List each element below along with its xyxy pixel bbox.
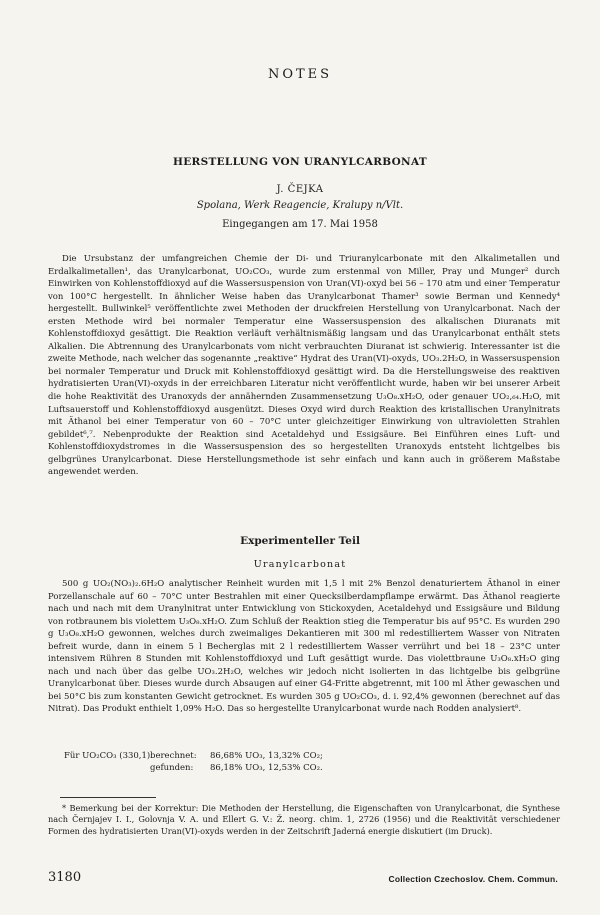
analysis-compound: Für UO₂CO₃ (330,1) bbox=[64, 751, 151, 761]
analysis-found-label: gefunden: bbox=[150, 763, 194, 773]
intro-text: Die Ursubstanz der umfangreichen Chemie der Di- und Triuranylcarbonate mit den Alkalimetallen und Erdalkalimetallen¹, das Uranylcarbonat, UO₂CO₃, wurde zum erstenmal von Miller, Pray und Munger² durch Einwirken von Kohlenstoffdioxyd auf die Wassersuspension von Uran(VI)-oxyd bei 56 – 170 atm und einer Temperatur von 100°C hergestellt. In ähnlicher Weise haben das Uranylcarbonat Thamer³ sowie Berman und Kennedy⁴ hergestellt. Bullwinkel⁵ veröffentlichte zwei Methoden der druckfreien Herstellung von Uranylcarbonat. Nach der ersten Methode wird bei normaler Temperatur eine Wassersuspension des alkalischen Diuranats mit Kohlenstoffdioxyd gesättigt. Die Reaktion verläuft verhältnismäßig langsam und das Uranylcarbonat enthält stets Alkalien. Die Abtrennung des Uranylcarbonats vom nicht verbrauchten Diuranat ist schwierig. Interessanter ist die zweite Methode, nach welcher das sogenannte „reaktive“ Hydrat des Uran(VI)-oxyds, UO₃.2H₂O, in Wassersuspension bei normaler Temperatur und Druck mit Kohlenstoffdioxyd gesättigt wird. Da die Herstellungsweise des reaktiven hydratisierten Uran(VI)-oxyds in der erreichbaren Literatur nicht veröffentlicht wurde, haben wir bei unserer Arbeit die hohe Reaktivität des Uranoxyds der annähernden Zusammensetzung U₃O₈.xH₂O, oder genauer UO₂,₆₄.H₂O, mit Luftsauerstoff und Kohlenstoffdioxyd ausgenützt. Dieses Oxyd wird durch Reaktion des kristallischen Uranylnitrats mit Äthanol bei einer Temperatur von 60 – 70°C unter gleichzeitiger Einwirkung von ultravioletten Strahlen gebildet⁶,⁷. Nebenprodukte der Reaktion sind Acetaldehyd und Essigsäure. Bei Einführen eines Luft- und Kohlenstoffdioxydstromes in die Wassersuspension des so hergestellten Uranoxyds entsteht lichtgelbes bis gelbgrünes Uranylcarbonat. Diese Herstellungsmethode ist sehr einfach und kann auch in größerem Maßstabe angewendet werden. bbox=[48, 254, 560, 478]
author: J. ČEJKA bbox=[276, 184, 324, 195]
analysis-found-values: 86,18% UO₃, 12,53% CO₂. bbox=[210, 763, 323, 773]
analysis-block bbox=[64, 750, 323, 774]
page-number: 3180 bbox=[48, 870, 82, 885]
journal-name: Collection Czechoslov. Chem. Commun. bbox=[388, 874, 558, 884]
analysis-row-found bbox=[64, 762, 323, 774]
analysis-spacer bbox=[64, 762, 150, 774]
footnote-text: * Bemerkung bei der Korrektur: Die Methoden der Herstellung, die Eigenschaften von Uranylcarbonat, die Synthese nach Černjajev I. I., Golovnja V. A. und Ellert G. V.: Ž. neorg. chim. 1, 2726 (1956) und die Reaktivität verschiedener Formen des hydratisierten Uran(VI)-oxyds werden in der Zeitschrift Jaderná energie diskutiert (im Druck). bbox=[48, 803, 560, 836]
article-title: HERSTELLUNG VON URANYLCARBONAT bbox=[173, 156, 427, 168]
section-heading: Experimenteller Teil bbox=[240, 535, 360, 547]
received-date: Eingegangen am 17. Mai 1958 bbox=[222, 219, 378, 230]
analysis-calc-label: berechnet: bbox=[150, 751, 197, 761]
subheading: Uranylcarbonat bbox=[253, 559, 347, 570]
experimental-paragraph bbox=[48, 578, 560, 716]
section-header: NOTES bbox=[267, 67, 333, 82]
analysis-calc-values: 86,68% UO₃, 13,32% CO₂; bbox=[210, 751, 323, 761]
affiliation: Spolana, Werk Reagencie, Kralupy n/Vlt. bbox=[196, 200, 404, 211]
experimental-text: 500 g UO₂(NO₃)₂.6H₂O analytischer Reinheit wurden mit 1,5 l mit 2% Benzol denaturiertem Äthanol in einer Porzellanschale auf 60 – 70°C unter Bestrahlen mit einer Quecksilberdampflampe erwärmt. Das Äthanol reagierte nach und nach mit dem Uranylnitrat unter Entwicklung von Stickoxyden, Acetaldehyd und Essigsäure und Bildung von rotbraunem bis violettem U₃O₈.xH₂O. Zum Schluß der Reaktion stieg die Temperatur bis auf 95°C. Es wurden 290 g U₃O₈.xH₂O gewonnen, welches durch zweimaliges Dekantieren mit 300 ml redestilliertem Wasser von Nitraten befreit wurde, dann in einem 5 l Becherglas mit 2 l redestilliertem Wasser verrührt und bei 18 – 23°C unter intensivem Rühren 8 Stunden mit Kohlenstoffdioxyd und Luft gesättigt wurde. Das violettbraune U₃O₈.xH₂O ging nach und nach über das gelbe UO₃.2H₂O, welches wir jedoch nicht isolierten in das lichtgelbe bis gelbgrüne Uranylcarbonat über. Dieses wurde durch Absaugen auf einer G4-Fritte abgetrennt, mit 100 ml Äther gewaschen und bei 50°C bis zum konstanten Gewicht getrocknet. Es wurden 305 g UO₂CO₃, d. i. 92,4% gewonnen (berechnet auf das Nitrat). Das Produkt enthielt 1,09% H₂O. Das so hergestellte Uranylcarbonat wurde nach Rodden analysiert⁸. bbox=[48, 579, 560, 715]
intro-paragraph bbox=[48, 253, 560, 479]
footnote-rule bbox=[60, 797, 156, 798]
analysis-row-calculated bbox=[64, 750, 323, 762]
footnote bbox=[48, 803, 560, 837]
